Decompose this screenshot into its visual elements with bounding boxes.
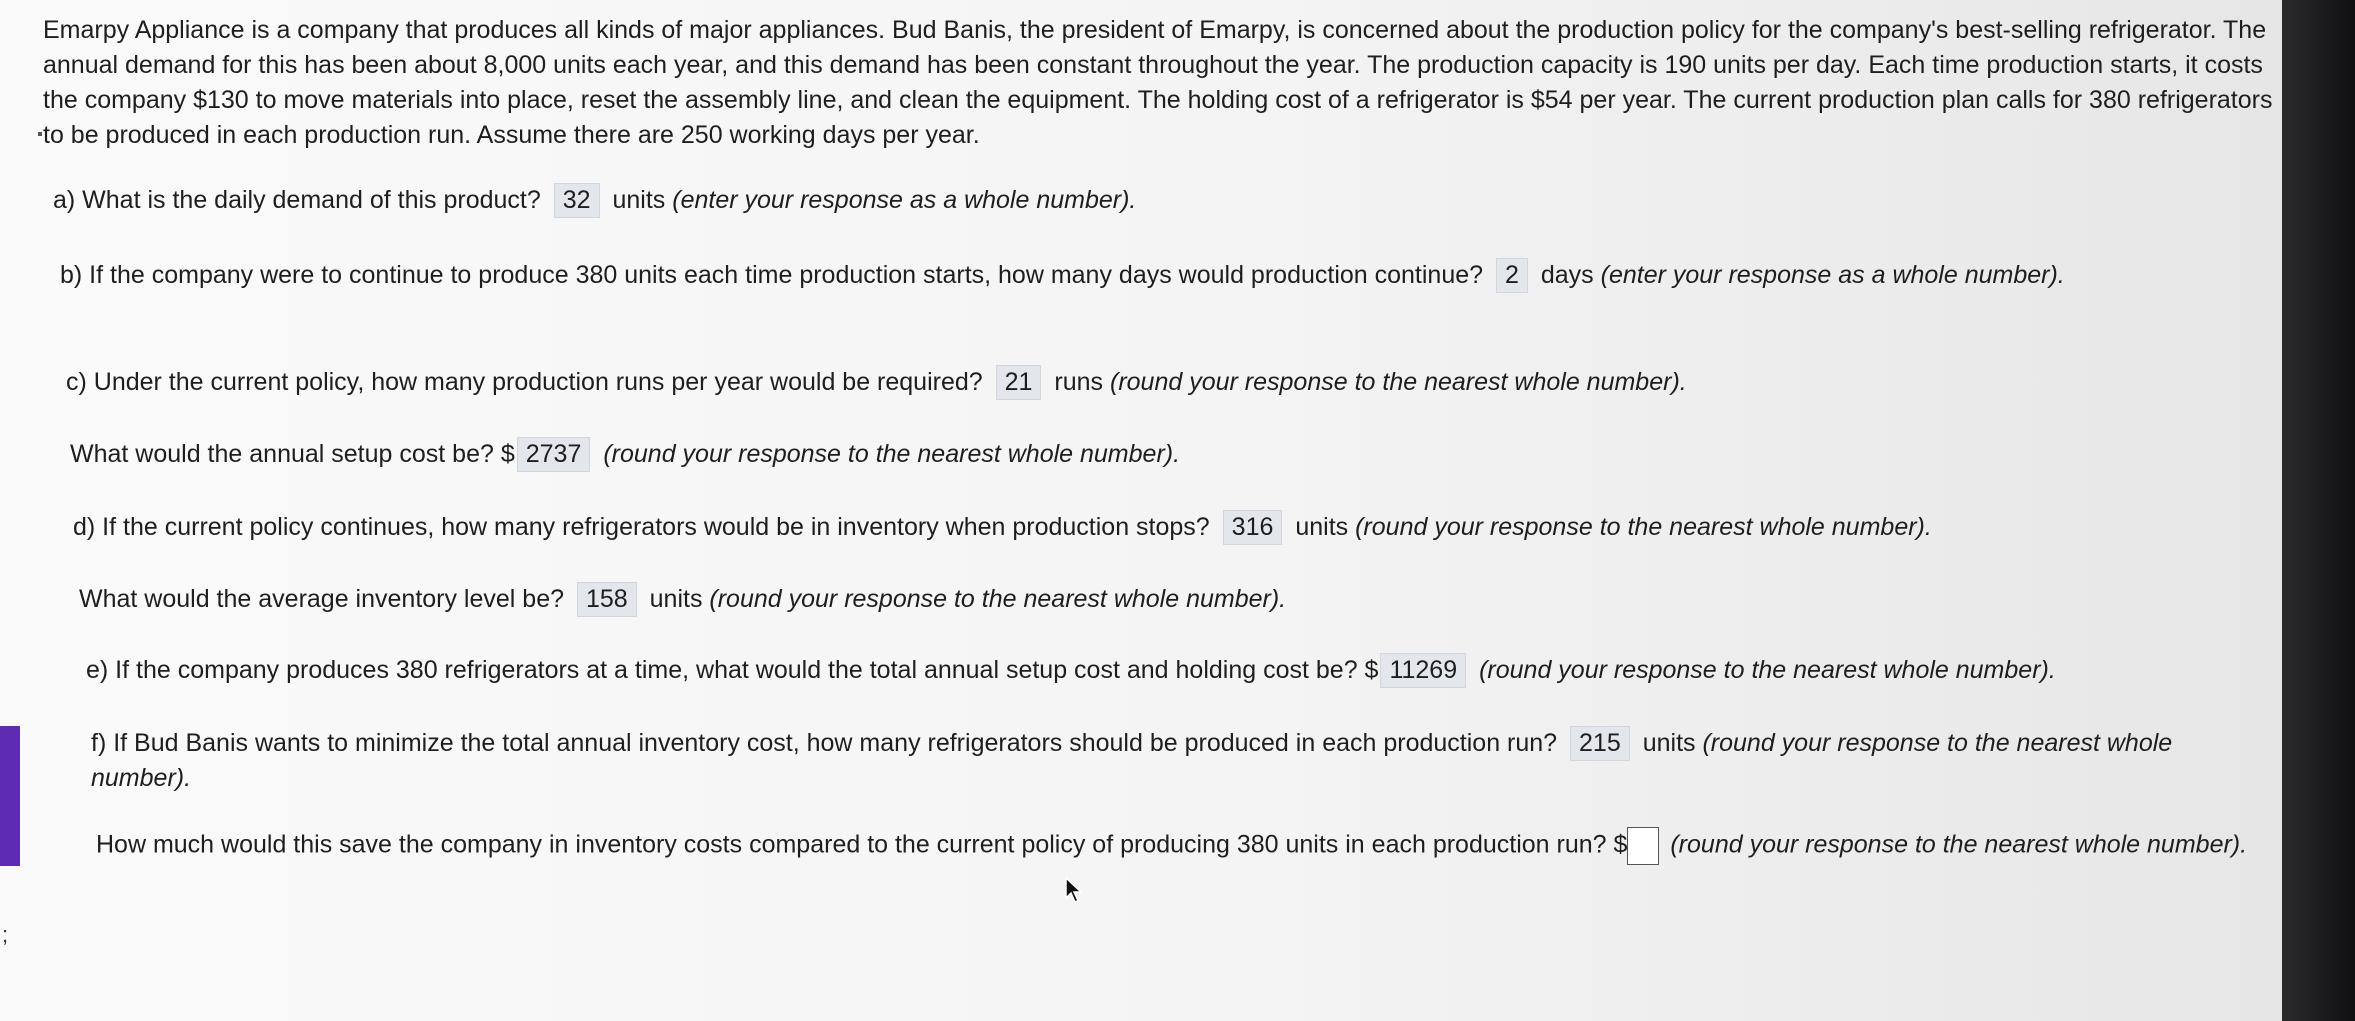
answer-b-field[interactable]: 2 — [1496, 258, 1528, 293]
question-b-unit: days — [1540, 261, 1594, 289]
question-c-prompt: c) Under the current policy, how many production runs per year would be required? — [66, 368, 983, 396]
question-a — [53, 183, 1136, 218]
question-c-hint: (round your response to the nearest whole number). — [1110, 368, 1687, 396]
answer-f-field[interactable]: 215 — [1570, 726, 1630, 761]
question-e-hint: (round your response to the nearest whole number). — [1479, 656, 2056, 684]
question-b-hint: (enter your response as a whole number). — [1600, 261, 2065, 289]
problem-statement: Emarpy Appliance is a company that produces all kinds of major appliances. Bud Banis, the president of Emarpy, is concerned about the production policy for the company's best-selling refrigerator. The annual demand for this has been about 8,000 units each year, and this demand has been constant throughout the year. The production capacity is 190 units per day. Each time production starts, it costs the company $130 to move materials into place, reset the assembly line, and clean the equipment. The holding cost of a refrigerator is $54 per year. The current production plan calls for 380 refrigerators to be produced in each production run. Assume there are 250 working days per year. — [43, 16, 2273, 149]
question-f-prompt: f) If Bud Banis wants to minimize the total annual inventory cost, how many refrigerators should be produced in each production run? — [91, 729, 1558, 757]
answer-e-field[interactable]: 11269 — [1380, 653, 1466, 688]
answer-d2-field[interactable]: 158 — [577, 582, 637, 617]
question-b-prompt: b) If the company were to continue to produce 380 units each time production starts, how many days would production continue? — [60, 261, 1484, 289]
question-c2-hint: (round your response to the nearest whole number). — [603, 440, 1181, 468]
question-a-prompt: a) What is the daily demand of this product? — [53, 186, 541, 214]
question-f-unit: units — [1642, 729, 1696, 757]
question-f-hint: (round your response to the nearest whole number). — [91, 729, 2173, 792]
mouse-cursor-icon — [1064, 876, 1086, 904]
question-f2-hint: (round your response to the nearest whole number). — [1670, 830, 2248, 859]
question-c — [66, 365, 1687, 400]
question-e-prompt: e) If the company produces 380 refrigerators at a time, what would the total annual setup cost and holding cost be? $ — [86, 656, 1379, 684]
question-c-unit: runs — [1054, 368, 1104, 396]
monitor-bezel — [2282, 0, 2355, 1021]
left-edge-glyph: ; — [2, 922, 9, 947]
question-a-unit: units — [612, 186, 666, 214]
question-d2-unit: units — [649, 585, 703, 613]
answer-f2-input[interactable] — [1627, 827, 1659, 865]
question-e — [86, 653, 2056, 688]
question-d — [73, 510, 1932, 545]
question-d-hint: (round your response to the nearest whole number). — [1355, 513, 1932, 541]
question-f — [91, 726, 2191, 796]
answer-d-field[interactable]: 316 — [1223, 510, 1283, 545]
question-b — [60, 258, 2120, 293]
question-d-average-inventory — [79, 582, 1286, 617]
question-d-prompt: d) If the current policy continues, how many refrigerators would be in inventory when production stops? — [73, 513, 1210, 541]
question-f-savings — [96, 827, 2256, 865]
question-c-setup-cost — [70, 437, 1180, 472]
question-a-hint: (enter your response as a whole number). — [672, 186, 1137, 214]
question-d-unit: units — [1295, 513, 1349, 541]
question-c2-prompt: What would the annual setup cost be? $ — [70, 440, 515, 468]
answer-a-field[interactable]: 32 — [554, 183, 600, 218]
answer-c-field[interactable]: 21 — [996, 365, 1042, 400]
question-d2-prompt: What would the average inventory level be? — [79, 585, 565, 613]
question-f2-prompt: How much would this save the company in inventory costs compared to the current policy of producing 380 units in each production run? $ — [96, 830, 1628, 859]
answer-c2-field[interactable]: 2737 — [517, 437, 591, 472]
question-d2-hint: (round your response to the nearest whole number). — [709, 585, 1287, 613]
